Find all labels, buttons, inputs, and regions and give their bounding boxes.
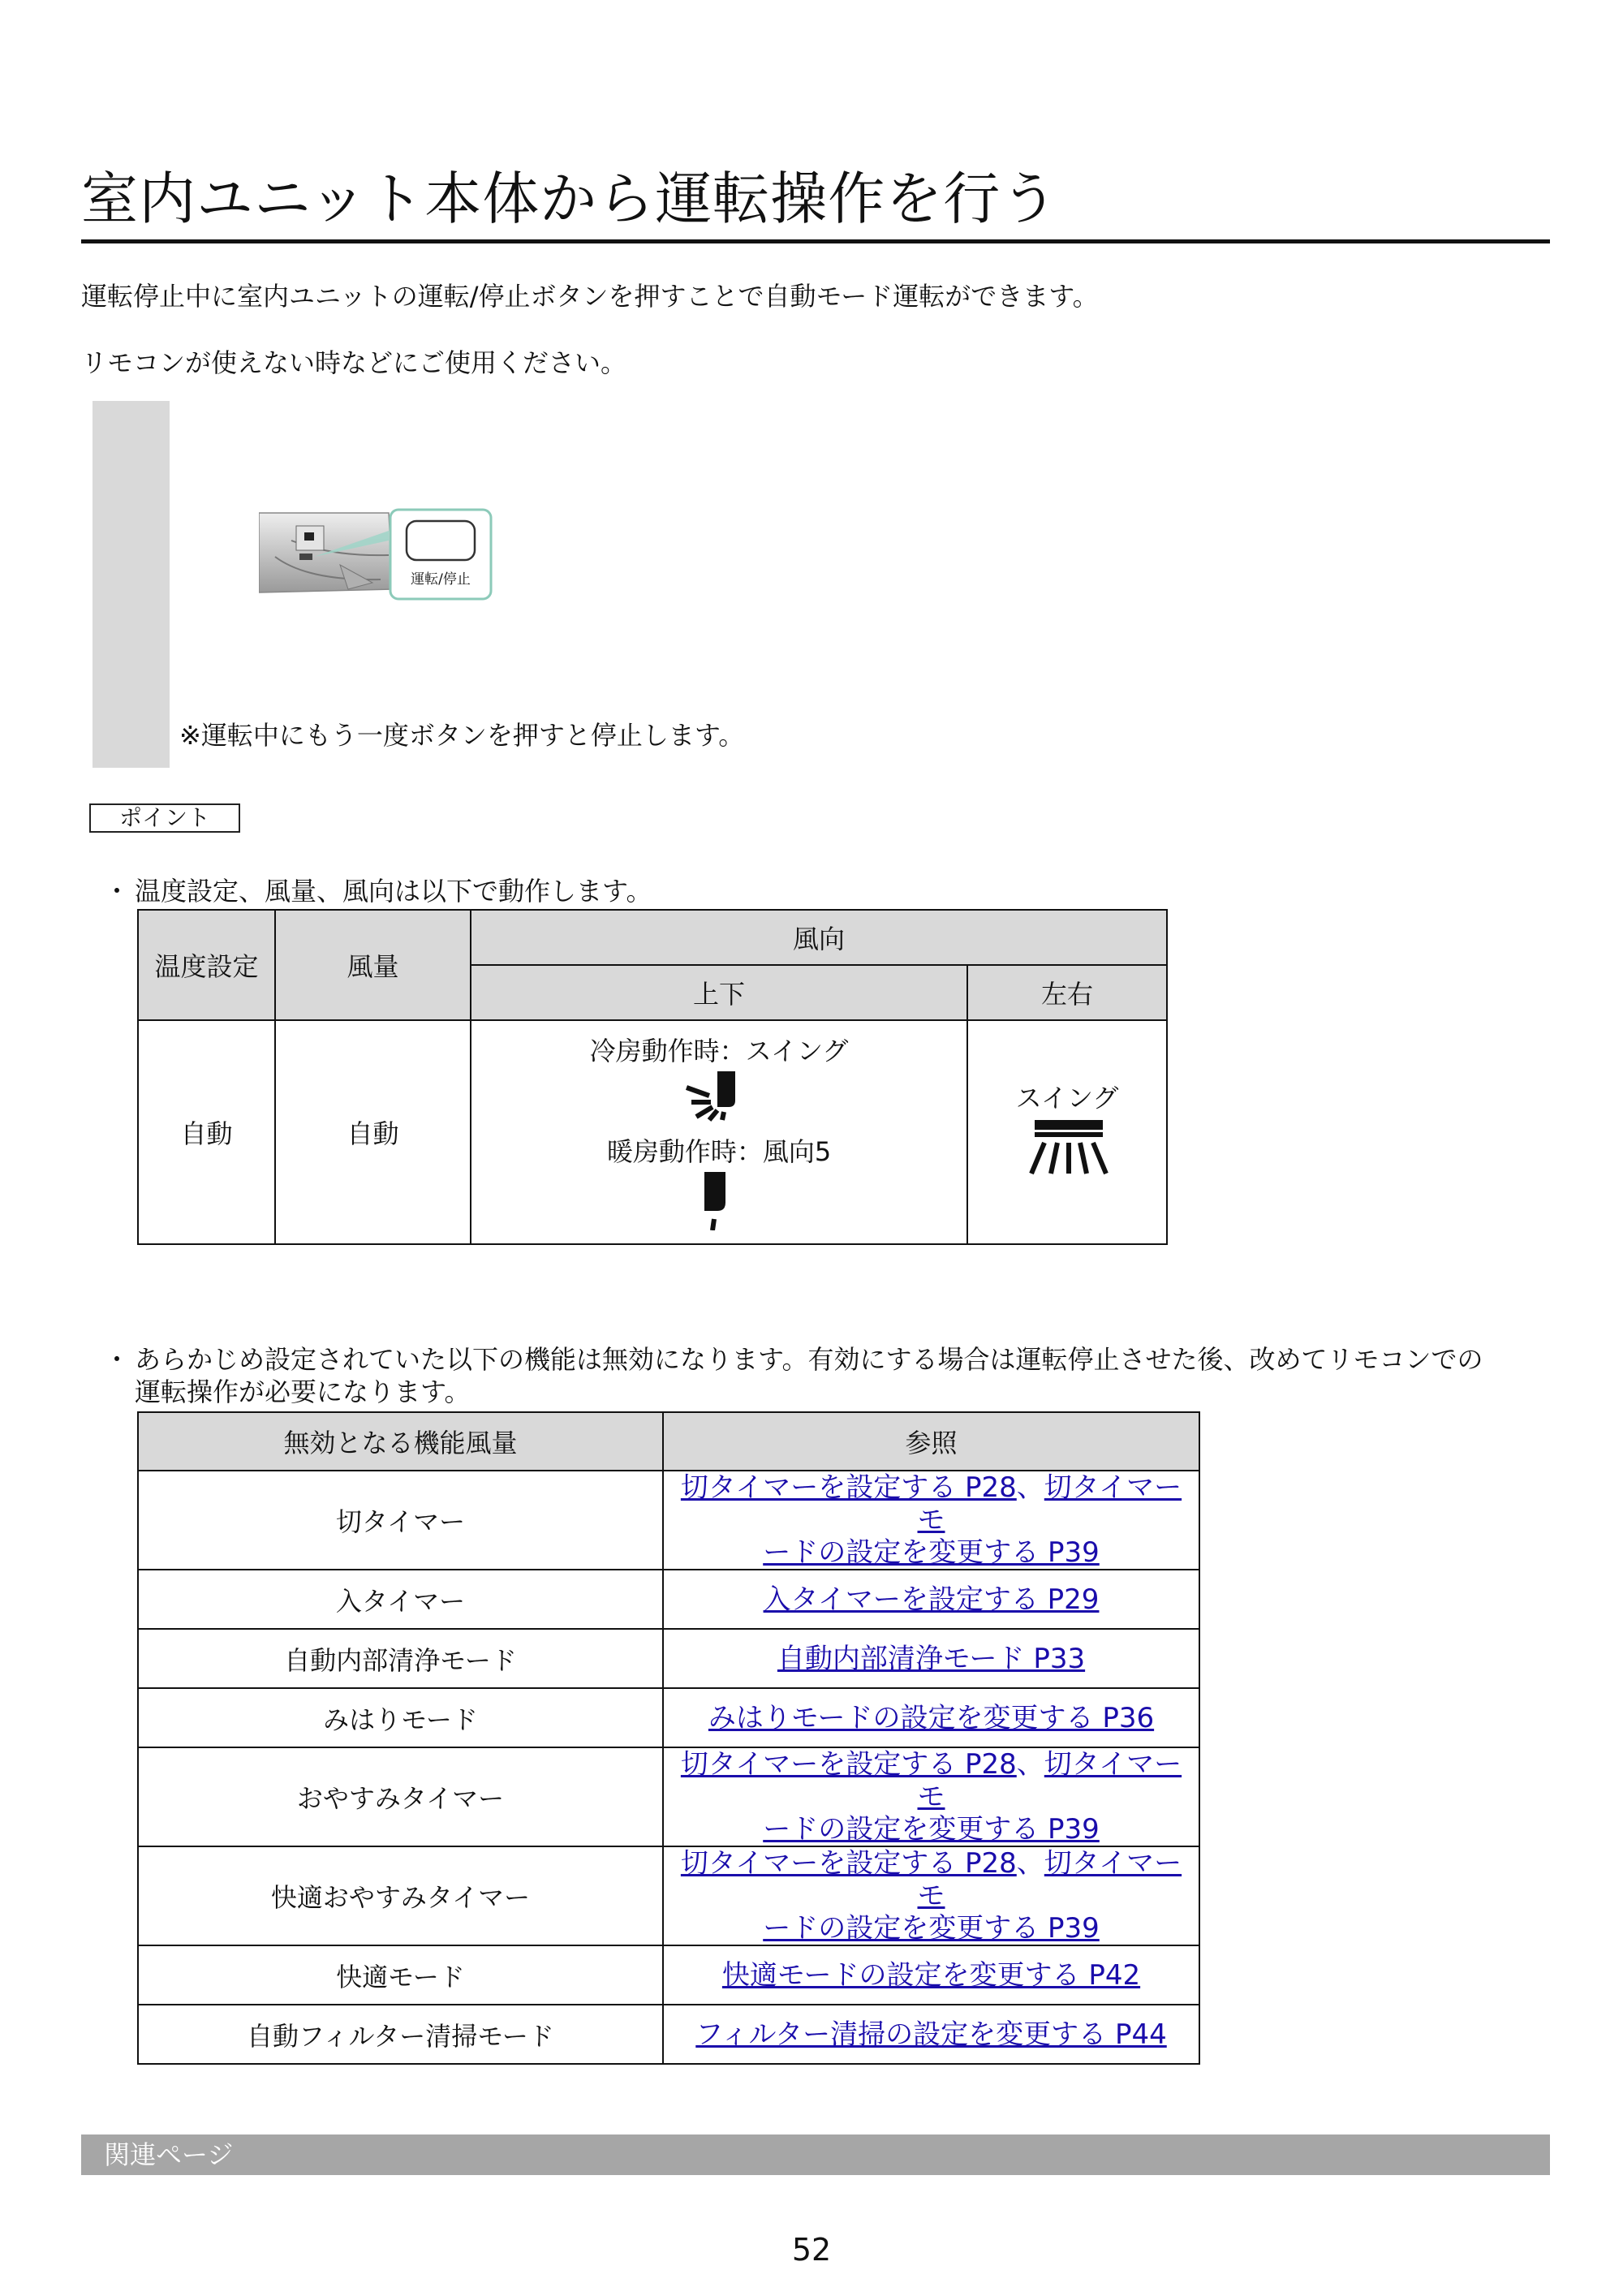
page-title: 室内ユニット本体から運転操作を行う <box>81 166 1550 243</box>
function-cell: おやすみタイマー <box>138 1747 663 1846</box>
reference-cell <box>663 1945 1199 2005</box>
link-comfort-mode-p42[interactable]: 快適モードの設定を変更する P42 <box>721 1958 1141 1992</box>
reference-cell <box>663 1629 1199 1688</box>
heating-text: 暖房動作時：風向5 <box>606 1136 832 1167</box>
stop-note: ※運転中にもう一度ボタンを押すと停止します。 <box>179 720 745 751</box>
function-cell: 自動フィルター清掃モード <box>138 2005 663 2064</box>
reference-cell <box>663 1570 1199 1629</box>
bullet-item <box>104 875 1565 907</box>
point-block <box>93 401 1550 768</box>
indoor-unit-illustration <box>259 508 592 610</box>
cell-temp-value: 自動 <box>138 1020 275 1244</box>
intro-text-2: リモコンが使えない時などにご使用ください。 <box>81 347 627 378</box>
cell-updown <box>471 1020 967 1244</box>
related-pages-header: 関連ページ <box>81 2134 1550 2175</box>
link-off-timer-mode-p39[interactable]: 切タイマーモ ードの設定を変更する P39 <box>763 1471 1182 1569</box>
header-direction: 風向 <box>471 910 1167 965</box>
point-sidebar <box>93 401 170 768</box>
separator: 、 <box>1016 1471 1044 1504</box>
bullet-text: 運転操作が必要になります。 <box>135 1376 471 1407</box>
function-cell: 自動内部清浄モード <box>138 1629 663 1688</box>
link-watch-mode-p36[interactable]: みはりモードの設定を変更する P36 <box>708 1701 1155 1734</box>
link-off-timer-mode-p39[interactable]: 切タイマーモ ードの設定を変更する P39 <box>763 1847 1182 1945</box>
cooling-text: 冷房動作時：スイング <box>589 1036 849 1066</box>
function-cell: 切タイマー <box>138 1471 663 1570</box>
link-off-timer-p28[interactable]: 切タイマーを設定する P28 <box>680 1748 1017 1781</box>
link-off-timer-p28[interactable]: 切タイマーを設定する P28 <box>680 1471 1017 1504</box>
bullet-dot: ・ <box>104 876 131 907</box>
function-cell: みはりモード <box>138 1688 663 1747</box>
link-on-timer-p29[interactable]: 入タイマーを設定する P29 <box>763 1583 1100 1616</box>
link-filter-clean-p44[interactable]: フィルター清掃の設定を変更する P44 <box>695 2018 1167 2051</box>
header-updown: 上下 <box>471 965 967 1020</box>
header-temp: 温度設定 <box>138 910 275 1020</box>
reference-cell <box>663 2005 1199 2064</box>
function-cell: 入タイマー <box>138 1570 663 1629</box>
page-number: 52 <box>791 2232 832 2268</box>
header-function: 無効となる機能風量 <box>138 1412 663 1471</box>
separator: 、 <box>1016 1748 1044 1781</box>
header-reference: 参照 <box>663 1412 1199 1471</box>
cell-leftright <box>967 1020 1167 1244</box>
bullet-text: あらかじめ設定されていた以下の機能は無効になります。有効にする場合は運転停止させた後、改めてリモコンでの <box>135 1344 1483 1375</box>
function-cell: 快適モード <box>138 1945 663 2005</box>
leftright-swing-text: スイング <box>1015 1083 1119 1114</box>
reference-cell <box>663 1846 1199 1945</box>
function-cell: 快適おやすみタイマー <box>138 1846 663 1945</box>
airflow-table <box>137 909 1168 1245</box>
direction-5-icon <box>698 1170 730 1230</box>
point-label: ポイント <box>89 803 240 833</box>
swing-leftright-icon <box>1027 1118 1111 1175</box>
disabled-functions-table <box>137 1411 1200 2065</box>
link-auto-clean-p33[interactable]: 自動内部清浄モード P33 <box>777 1642 1086 1675</box>
intro-text-1: 運転停止中に室内ユニットの運転/停止ボタンを押すことで自動モード運転ができます。 <box>81 281 1099 312</box>
bullet-item <box>104 1343 1565 1408</box>
link-off-timer-p28[interactable]: 切タイマーを設定する P28 <box>680 1847 1017 1880</box>
link-off-timer-mode-p39[interactable]: 切タイマーモ ードの設定を変更する P39 <box>763 1748 1182 1846</box>
header-leftright: 左右 <box>967 965 1167 1020</box>
button-label: 運転/停止 <box>411 571 471 588</box>
reference-cell <box>663 1688 1199 1747</box>
bullet-text: 温度設定、風量、風向は以下で動作します。 <box>135 876 652 907</box>
bullet-dot: ・ <box>104 1344 131 1375</box>
swing-updown-icon <box>685 1070 742 1122</box>
cell-fan-value: 自動 <box>275 1020 471 1244</box>
separator: 、 <box>1016 1847 1044 1880</box>
reference-cell <box>663 1747 1199 1846</box>
header-fan: 風量 <box>275 910 471 1020</box>
reference-cell <box>663 1471 1199 1570</box>
